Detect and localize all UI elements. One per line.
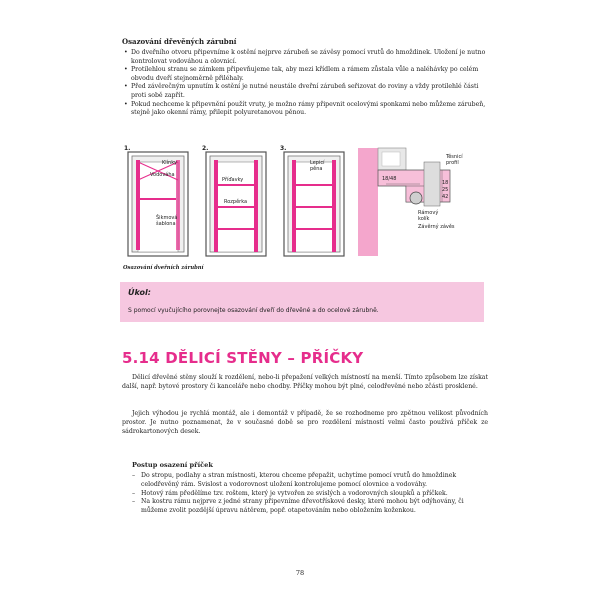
paragraph: Jejich výhodou je rychlá montáž, ale i demontáž v případě, že se rozhodneme pro zpětnou velikost původních prostor. Je nutno poznamenat, že v současné době se pro rozdělení místností velmi často používá příček ze sádrokartonových desek. <box>122 410 488 435</box>
label-ramovy: Rámový <box>418 210 439 216</box>
label-vodovaha: Vodováha <box>150 172 175 178</box>
label-tesnici: Těsnicí <box>446 154 463 160</box>
door-frame-figure <box>120 140 480 260</box>
label-rozperka: Rozpěrka <box>224 199 248 205</box>
dimension-25: 25 <box>442 187 449 193</box>
task-title: Úkol: <box>128 288 151 297</box>
label-zavesny: Závěrný závěs <box>418 224 455 230</box>
figure-number-2: 2. <box>202 145 209 152</box>
label-profil: profil <box>446 160 459 166</box>
label-sikmova: Šikmová <box>156 215 178 221</box>
dimension-42: 42 <box>442 194 449 200</box>
bullet-item: • Do dveřního otvoru připevníme k ostění nejprve zárubeň se závěsy pomocí vrutů do hmoždinek. Uložení je nutno kontrolovat vodováhou a olovnicí. <box>124 49 492 66</box>
procedure-list <box>132 472 490 516</box>
label-kolik: kolík <box>418 216 430 222</box>
dimension-18-48: 18/48 <box>382 176 397 182</box>
label-lepici: Lepicí <box>310 160 325 166</box>
bullet-item: • Před závěrečným upnutím k ostění je nutné neustále dveřní zárubeň seřizovat do roviny a vždy protilehlé části proti sobě zapřít. <box>124 83 492 100</box>
paragraph: Dělicí dřevěné stěny slouží k rozdělení, nebo-li přepažení velkých místností na menší. Tímto způsobem lze získat další, např. bytové prostory či kanceláře nebo chodby. Příčky mohou být plné, celodřevěné nebo zčásti prosklené. <box>122 374 488 390</box>
subheading-osazovani: Osazování dřevěných zárubní <box>122 37 237 46</box>
page-number: 78 <box>295 569 305 577</box>
bullet-list <box>124 49 492 118</box>
figure-drawing <box>120 140 480 260</box>
label-pridavky: Příďavky <box>222 177 244 183</box>
procedure-step: – Na kostru rámu nejprve z jedné strany připevníme dřevotřískové desky, které mohou být odýhovány, či můžeme zvolit pozdější úpravu nátěrem, popř. otapetováním nebo obložením koženkou. <box>132 498 490 516</box>
label-pena: pěna <box>310 166 323 172</box>
frame-1 <box>128 152 188 256</box>
figure-caption: Osazování dveřních zárubní <box>123 265 204 271</box>
figure-number-3: 3. <box>280 145 287 152</box>
label-sablona: šablona <box>156 221 176 227</box>
bullet-item: • Protilehlou stranu se zámkem připevňujeme tak, aby mezi křídlem a rámem zůstala vůle a naléhávky po celém obvodu dveří stejnoměrně přiléhaly. <box>124 66 492 83</box>
procedure-step: – Hotový rám předělíme tzv. roštem, který je vytvořen ze svislých a vodorovných sloupků a příčkek. <box>132 490 490 499</box>
task-box <box>120 282 484 322</box>
procedure-heading: Postup osazení příček <box>132 461 213 469</box>
task-text: S pomocí vyučujícího porovnejte osazování dveří do dřevěné a do ocelové zárubně. <box>128 307 379 314</box>
label-klinky: Klínky <box>162 160 177 166</box>
dimension-18: 18 <box>442 180 449 186</box>
bullet-item: • Pokud nechceme k připevnění použít vruty, je možno rámy připevnit ocelovými sponkami nebo můžeme zárubeň, stejně jako okenní rámy, přilepit polyuretanovou pěnou. <box>124 101 492 118</box>
procedure-step: – Do stropu, podlahy a stran místnosti, kterou chceme přepažit, uchytíme pomocí vrutů do hmoždinek celodřevěný rám. Svislost a vodorovnost uložení kontrolujeme pomocí olovnice a vodováhy. <box>132 472 490 490</box>
section-title: 5.14 DĚLICÍ STĚNY – PŘÍČKY <box>122 349 364 367</box>
detail-section <box>356 144 480 258</box>
figure-number-1: 1. <box>124 145 131 152</box>
